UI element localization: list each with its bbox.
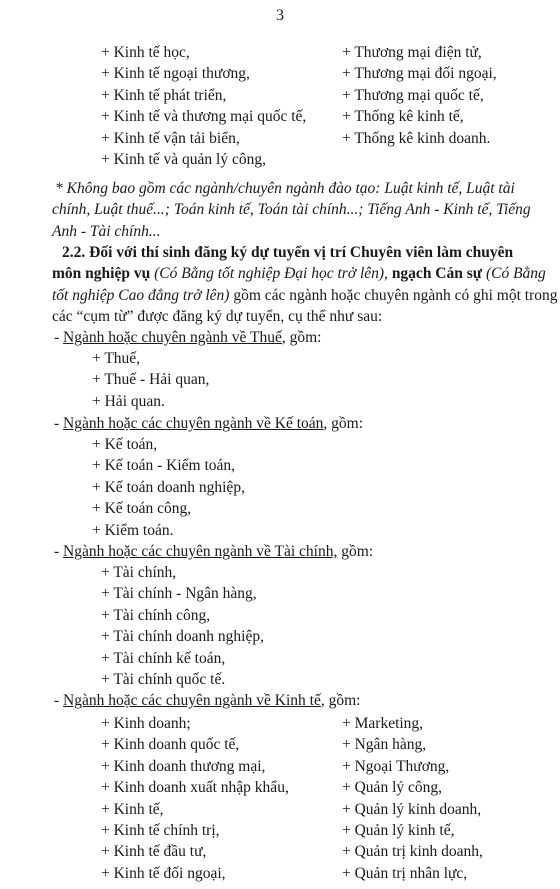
group-items-kinh-te-left <box>101 713 289 884</box>
list-item: + Kinh tế học, <box>101 44 190 61</box>
section-text: (Có Bằng tốt nghiệp Đại học trở lên), <box>150 265 388 283</box>
list-item: + Thuế, <box>92 350 141 367</box>
note-line: Anh - Tài chính... <box>52 222 161 240</box>
list-item: + Thương mại đối ngoại, <box>342 65 497 83</box>
list-item: + Ngân hàng, <box>342 736 427 754</box>
list-item: + Tài chính quốc tế. <box>101 670 226 688</box>
list-item: + Kinh tế đối ngoại, <box>101 864 226 882</box>
list-item: + Kế toán doanh nghiệp, <box>92 478 245 496</box>
list-item: + Kế toán công, <box>92 500 192 518</box>
group-items-thue <box>92 348 209 412</box>
list-item: + Kinh doanh quốc tế, <box>101 736 240 754</box>
list-item: + Kinh tế đầu tư, <box>101 843 207 861</box>
list-item: + Quản lý kinh doanh, <box>342 800 482 818</box>
group-heading-thue: - Ngành hoặc chuyên ngành về Thuế, gồm: <box>54 329 322 346</box>
group-heading-tai-chinh: - Ngành hoặc các chuyên ngành về Tài chính, gồm: <box>54 543 374 560</box>
list-item: + Quản trị kinh doanh, <box>342 843 483 861</box>
list-item: + Kế toán - Kiểm toán, <box>92 457 236 475</box>
list-item: + Tài chính - Ngân hàng, <box>101 585 257 603</box>
list-item: + Kinh tế ngoại thương, <box>101 65 250 83</box>
list-item: + Thống kê kinh doanh. <box>342 129 491 147</box>
note-line: chính, Luật thuế...; Toán kinh tế, Toán tài chính...; Tiếng Anh - Kinh tế, Tiếng <box>52 201 531 219</box>
group-items-kinh-te-right <box>342 713 483 884</box>
list-item: + Quản lý công, <box>342 779 443 797</box>
list-item: + Kế toán, <box>92 436 158 453</box>
list-item: + Kinh doanh; <box>101 715 191 732</box>
group-heading-label: Ngành hoặc chuyên ngành về Thuế <box>63 329 282 346</box>
section-text: môn nghiệp vụ <box>52 265 151 283</box>
group-heading-ke-toan: - Ngành hoặc các chuyên ngành về Kế toán, gồm: <box>54 415 364 432</box>
list-item: + Kinh tế và thương mại quốc tế, <box>101 108 307 126</box>
group-heading-kinh-te: - Ngành hoặc các chuyên ngành về Kinh tế, gồm: <box>54 692 361 709</box>
section-2-2 <box>52 242 558 328</box>
list-item: + Quản trị nhân lực, <box>342 864 468 882</box>
list-item: + Tài chính doanh nghiệp, <box>101 628 264 646</box>
section-text: (Có Bằng <box>482 265 546 283</box>
note-line: * Không bao gồm các ngành/chuyên ngành đào tạo: Luật kinh tế, Luật tài <box>55 180 515 197</box>
list-item: + Kinh tế phát triển, <box>101 86 227 104</box>
list-item: + Thương mại quốc tế, <box>342 86 484 104</box>
top-list-right <box>342 42 497 149</box>
group-items-tai-chinh <box>101 562 264 690</box>
list-item: + Marketing, <box>342 715 424 732</box>
list-item: + Kinh doanh thương mại, <box>101 757 266 775</box>
group-heading-label: Ngành hoặc các chuyên ngành về Tài chính, <box>63 543 338 560</box>
group-heading-label: Ngành hoặc các chuyên ngành về Kế toán <box>63 415 324 432</box>
list-item: + Kinh tế chính trị, <box>101 821 220 839</box>
list-item: + Thuế - Hải quan, <box>92 371 210 389</box>
section-text: ngạch Cán sự <box>387 265 483 283</box>
page-number: 3 <box>276 7 284 24</box>
list-item: + Ngoại Thương, <box>342 757 450 775</box>
list-item: + Hải quan. <box>92 392 165 410</box>
list-item: + Tài chính công, <box>101 606 211 624</box>
list-item: + Kinh doanh xuất nhập khẩu, <box>101 779 289 797</box>
list-item: + Thương mại điện tử, <box>342 44 482 61</box>
list-item: + Kinh tế và quản lý công, <box>101 150 266 168</box>
group-items-ke-toan <box>92 434 245 541</box>
list-item: + Tài chính, <box>101 564 177 581</box>
list-item: + Kinh tế, <box>101 800 164 818</box>
section-title: 2.2. Đối với thí sinh đăng ký dự tuyển vị trí Chuyên viên làm chuyên <box>62 244 514 261</box>
list-item: + Kinh tế vận tải biển, <box>101 129 240 147</box>
list-item: + Thống kê kinh tế, <box>342 108 464 126</box>
list-item: + Tài chính kế toán, <box>101 649 226 667</box>
exclusion-note <box>52 178 552 242</box>
group-heading-label: Ngành hoặc các chuyên ngành về Kinh tế <box>63 692 321 709</box>
list-item: + Kiểm toán. <box>92 521 174 539</box>
section-text: các “cụm từ” được đăng ký dự tuyển, cụ thể như sau: <box>52 308 383 326</box>
section-text: tốt nghiệp Cao đẳng trở lên) <box>52 286 230 304</box>
top-list-left <box>101 42 306 170</box>
list-item: + Quản lý kinh tế, <box>342 821 455 839</box>
section-text: gồm các ngành hoặc chuyên ngành có ghi một trong <box>229 286 558 304</box>
